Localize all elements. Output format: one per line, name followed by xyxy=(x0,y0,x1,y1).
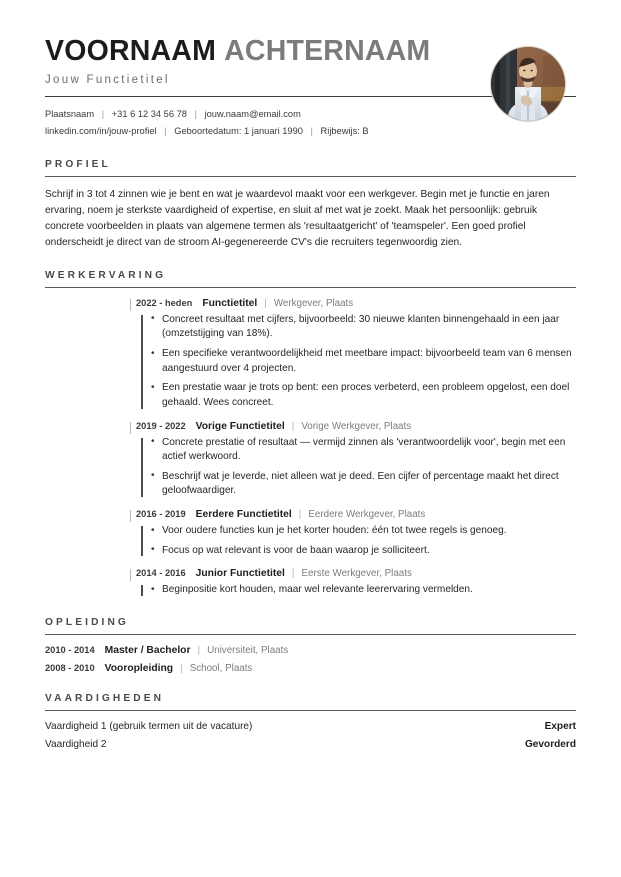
last-name: ACHTERNAAM xyxy=(224,35,431,67)
contact-drivers-license: Rijbewijs: B xyxy=(320,125,369,136)
first-name: VOORNAAM xyxy=(45,35,217,67)
experience-bullet: • Concrete prestatie of resultaat — vermijd zinnen als 'verantwoordelijk voor', begin met een actief werkwoord. xyxy=(162,436,576,465)
experience-bullet: • Voor oudere functies kun je het korter houden: één tot twee regels is genoeg. xyxy=(162,524,576,539)
section-title-education: OPLEIDING xyxy=(45,616,129,628)
section-experience xyxy=(45,270,576,598)
experience-item xyxy=(45,421,576,500)
experience-bullet: • Beschrijf wat je leverde, niet alleen wat je deed. Een cijfer of percentage maakt het direct geloofwaardiger. xyxy=(162,470,576,499)
experience-bullet: • Beginpositie kort houden, maar wel relevante leerervaring vermelden. xyxy=(162,583,576,598)
experience-bullet: • Een prestatie waar je trots op bent: een proces verbeterd, een probleem opgelost, een doel gehaald. Wees concreet. xyxy=(162,381,576,410)
section-skills xyxy=(45,693,576,750)
skill-level: Gevorderd xyxy=(524,738,576,750)
experience-separator: | xyxy=(264,297,267,309)
education-dates: 2008 - 2010 xyxy=(45,662,95,673)
education-list xyxy=(45,645,576,674)
experience-bullet: • Focus op wat relevant is voor de baan waarop je solliciteert. xyxy=(162,544,576,559)
education-dates: 2010 - 2014 xyxy=(45,644,95,655)
contact-separator: | xyxy=(164,125,167,136)
contact-email[interactable]: jouw.naam@email.com xyxy=(204,108,301,119)
education-separator: | xyxy=(180,662,183,674)
contact-line-1 xyxy=(45,106,576,123)
section-education xyxy=(45,617,576,674)
experience-role: Functietitel xyxy=(202,297,258,309)
experience-dates: 2022 - heden xyxy=(136,297,193,308)
experience-dates: 2019 - 2022 xyxy=(136,420,186,431)
experience-company: Vorige Werkgever, Plaats xyxy=(301,420,412,432)
section-title-skills: VAARDIGHEDEN xyxy=(45,692,165,704)
experience-bullets xyxy=(45,524,576,558)
contact-linkedin[interactable]: linkedin.com/in/jouw-profiel xyxy=(45,125,157,136)
experience-separator: | xyxy=(291,420,295,432)
skill-level: Expert xyxy=(544,720,576,732)
skill-name: Vaardigheid 2 xyxy=(45,738,107,750)
contact-line-2 xyxy=(45,123,576,140)
experience-dates: 2016 - 2019 xyxy=(136,509,186,520)
experience-role: Junior Functietitel xyxy=(195,568,285,580)
contact-birthdate: Geboortedatum: 1 januari 1990 xyxy=(174,125,303,136)
education-degree: Master / Bachelor xyxy=(104,644,191,656)
section-divider xyxy=(45,176,576,177)
contact-separator: | xyxy=(310,125,313,136)
experience-bullets xyxy=(45,583,576,598)
education-row xyxy=(45,663,576,674)
skill-row xyxy=(45,721,576,732)
experience-separator: | xyxy=(291,568,295,580)
experience-bullet: • Een specifieke verantwoordelijkheid met meetbare impact: bijvoorbeeld team van 6 mensen aangestuurd over 4 projecten. xyxy=(162,347,576,376)
experience-header xyxy=(45,298,576,309)
contact-phone[interactable]: +31 6 12 34 56 78 xyxy=(111,108,187,119)
experience-company: Werkgever, Plaats xyxy=(273,297,354,309)
avatar-photo xyxy=(491,47,565,121)
experience-role: Vorige Functietitel xyxy=(195,420,285,432)
experience-bullet: • Concreet resultaat met cijfers, bijvoorbeeld: 30 nieuwe klanten binnengehaald in een jaar (omzetstijging van 18%). xyxy=(162,313,576,342)
skill-row xyxy=(45,739,576,750)
experience-dates: 2014 - 2016 xyxy=(136,568,186,579)
experience-bullets xyxy=(45,436,576,500)
experience-header xyxy=(45,421,576,432)
education-separator: | xyxy=(197,644,201,656)
education-school: School, Plaats xyxy=(189,662,253,674)
profile-text: Schrijf in 3 tot 4 zinnen wie je bent en wat je waardevol maakt voor een werkgever. Begin met je functie en jaren ervaring, noem je sterkste vaardigheid of expertise, en sluit af met wat je zoekt. Maak het persoonlijk: gebruik concrete voorbeelden in plaats van algemene termen als 'resultaatgericht' of 'teamspeler'. Een goed profiel onderscheidt je direct van de stroom AI-gegenereerde CV's die recruiters tegenwoordig zien. xyxy=(45,189,550,248)
experience-header xyxy=(45,509,576,520)
experience-company: Eerste Werkgever, Plaats xyxy=(301,568,412,580)
experience-company: Eerdere Werkgever, Plaats xyxy=(308,509,426,521)
experience-header xyxy=(45,568,576,579)
experience-role: Eerdere Functietitel xyxy=(195,509,292,521)
education-degree: Vooropleiding xyxy=(104,662,174,674)
experience-item xyxy=(45,568,576,598)
education-school: Universiteit, Plaats xyxy=(207,644,289,656)
experience-bullets xyxy=(45,313,576,411)
section-divider xyxy=(45,710,576,711)
skill-name: Vaardigheid 1 (gebruik termen uit de vacature) xyxy=(45,720,253,732)
section-title-profile: PROFIEL xyxy=(45,159,111,171)
section-divider xyxy=(45,287,576,288)
experience-item xyxy=(45,298,576,411)
education-row xyxy=(45,645,576,656)
experience-list xyxy=(45,298,576,598)
experience-separator: | xyxy=(298,509,302,521)
section-profile xyxy=(45,159,576,251)
experience-item xyxy=(45,509,576,558)
avatar xyxy=(490,46,566,122)
section-title-experience: WERKERVARING xyxy=(45,269,167,281)
contact-block xyxy=(45,106,576,140)
section-divider xyxy=(45,634,576,635)
skills-list xyxy=(45,721,576,750)
contact-separator: | xyxy=(194,108,197,119)
job-title: Jouw Functietitel xyxy=(45,73,170,86)
cv-header xyxy=(45,0,576,140)
contact-location: Plaatsnaam xyxy=(45,108,95,119)
contact-separator: | xyxy=(101,108,105,119)
